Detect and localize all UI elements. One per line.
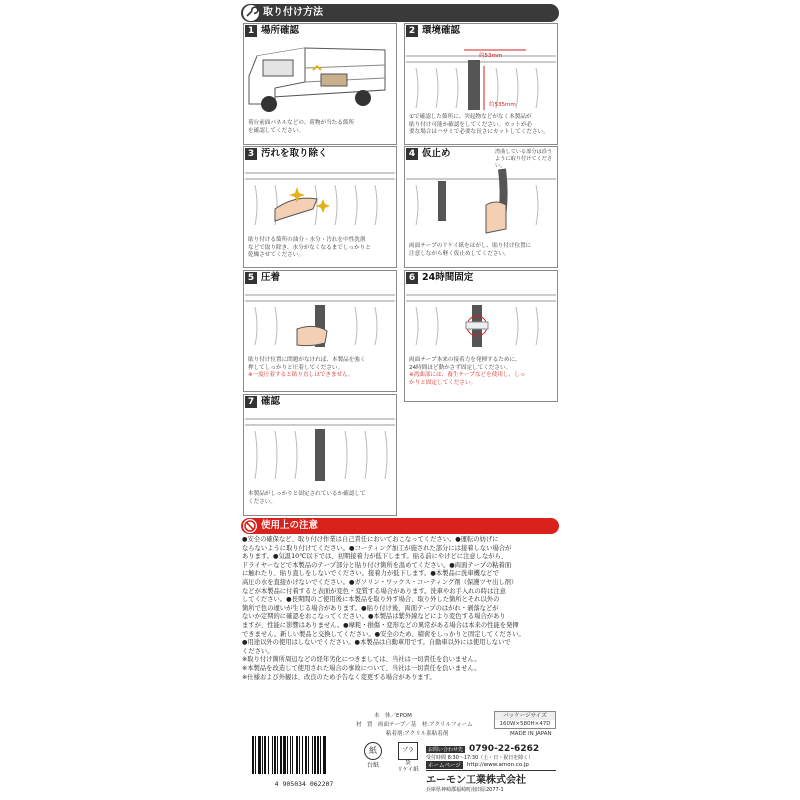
height-dimension: 約535mm xyxy=(489,102,516,108)
barcode xyxy=(248,736,360,788)
step-7 xyxy=(243,394,397,516)
phone-number: 0790-22-6262 xyxy=(469,744,540,754)
step-title: 環境確認 xyxy=(422,25,461,36)
homepage-url[interactable]: http://www.amon.co.jp xyxy=(466,762,529,768)
cleaning-illustration xyxy=(245,161,395,233)
step-number: 7 xyxy=(245,396,257,408)
barcode-bar xyxy=(305,736,307,774)
step-2 xyxy=(404,23,558,145)
barcode-bar xyxy=(252,736,254,774)
barcode-bar xyxy=(312,736,313,774)
truck-illustration xyxy=(245,38,395,118)
step-4 xyxy=(404,146,558,268)
step-number: 5 xyxy=(245,272,257,284)
barcode-bar xyxy=(299,736,300,774)
step-title: 圧着 xyxy=(261,272,281,283)
barcode-bar xyxy=(264,736,266,774)
step-text: 両面テープ本来の接着力を発揮するために、 24時間ほど動かさず固定してください。 ※湾曲部には、養生テープなどを使用し、しっ かりと固定してください。 xyxy=(409,357,526,386)
step-title: 汚れを取り除く xyxy=(261,148,328,159)
press-illustration xyxy=(245,285,395,351)
width-dimension: 約53mm xyxy=(479,53,503,59)
step-1 xyxy=(243,23,397,145)
barcode-bars xyxy=(248,736,360,776)
fix-24h-illustration xyxy=(406,285,556,351)
barcode-bar xyxy=(280,736,282,774)
barcode-bar xyxy=(262,736,263,774)
step-title: 24時間固定 xyxy=(422,272,474,283)
paper-recycle-mark: 紙 台紙 xyxy=(364,742,382,769)
business-hours: 受付時間 8:30〜17:30（土・日・祝日を除く） xyxy=(426,755,534,761)
company-name: エーモン工業株式会社 xyxy=(426,770,556,786)
barcode-bar xyxy=(258,736,261,774)
step-title: 確認 xyxy=(261,396,281,407)
install-method-header xyxy=(241,4,559,22)
barcode-bar xyxy=(268,736,269,774)
barcode-bar xyxy=(255,736,256,774)
package-size: パッケージサイズ 160W×580H×47D xyxy=(494,711,556,729)
barcode-bar xyxy=(320,736,321,774)
barcode-bar xyxy=(272,736,273,774)
step-number: 1 xyxy=(245,25,257,37)
recycle-plastic-icon: プラ xyxy=(398,742,418,760)
panel-measure-illustration xyxy=(406,38,556,116)
barcode-bar xyxy=(292,736,293,774)
barcode-bar xyxy=(274,736,276,774)
barcode-bar xyxy=(296,736,298,774)
caution-text: ●安全の確保など、取り付け作業は自己責任においておこなってください。●運転の妨げに ならないように取り付けてください。●コーティング加工が施された部分には接着しない場合が あります。●気温10℃以下では、初期接着力が低下します。貼る前にやけどに注意しながら、 ドライヤーなどで本製品のテープ部分と貼り付け箇所を温めてください。●両面テープの粘着面 に触れたり、貼り直しをしないでください。接着力が低下します。●本製品に洗車機などで 高圧の水を直接かけないでください。●ガソリン・ワックス・コーティング剤（保護ツヤ出し剤） などが本製品に付着すると表面が変色・変質する場合があります。洗車やお手入れの時は注意 してください。●長期間のご使用後に本製品を取り外す場合、取り外した箇所とそれ以外の 箇所で色の違いが生じる場合があります。●貼り付け後、両面テープのはがれ・剥落などが ないか定期的に確認をおこなってください。●本製品は紫外線などにより変色する場合があり ますが、性能に影響はありません。●摩耗・損傷・変形などの異常がある場合は本来の性能を発揮 できません。新しい製品と交換してください。●安全のため、積荷をしっかりと固定してください。 ●用途以外の使用はしないでください。●本製品は自動車用です。自動車以外には使用しないで ください。 ※取り付け箇所周辺などの経年劣化につきましては、当社は一切責任を負いません。 ※本製品を改造して使用された場合の事故について、当社は一切責任を負いません。 ※仕様および外観は、改良のため予告なく変更する場合があります。 xyxy=(242,536,525,681)
barcode-bar xyxy=(317,736,319,774)
spec-table: 本 体／EPOM 材 質 両面テープ／基 材:アクリルフォーム 粘着剤:アクリル系粘着剤 xyxy=(356,713,473,737)
barcode-bar xyxy=(314,736,316,774)
step-title: 場所確認 xyxy=(261,25,300,36)
step-5 xyxy=(243,270,397,392)
step-6 xyxy=(404,270,558,402)
header-title: 取り付け方法 xyxy=(263,7,323,18)
step-number: 4 xyxy=(406,148,418,160)
step-number: 3 xyxy=(245,148,257,160)
step-text: 荷台前面パネルなどの、荷物が当たる箇所 を確認してください。 xyxy=(248,120,355,134)
barcode-bar xyxy=(323,736,326,774)
homepage-label: ホームページ xyxy=(428,763,461,769)
temporary-fix-illustration xyxy=(406,165,556,237)
prohibit-icon xyxy=(243,519,257,533)
step-note: 湾曲している部分は沿う ように取り付けてください。 xyxy=(495,149,553,169)
barcode-bar xyxy=(283,736,286,774)
company-address: 兵庫県神崎郡福崎町南田原2077-1 xyxy=(426,787,504,793)
barcode-bar xyxy=(277,736,278,774)
confirm-illustration xyxy=(245,409,395,485)
caution-header xyxy=(241,518,559,534)
step-number: 6 xyxy=(406,272,418,284)
step-3 xyxy=(243,146,397,268)
step-text: 貼り付け位置に問題がなければ、本製品を強く 押してしっかりと圧着してください。 ※一度圧着すると貼り直しはできません。 xyxy=(248,357,366,379)
step-text: 本製品がしっかりと固定されているか確認して ください。 xyxy=(248,491,366,505)
contact-label: お問い合わせ先 xyxy=(428,746,464,753)
step-title: 仮止め xyxy=(422,148,451,159)
caution-title: 使用上の注意 xyxy=(261,520,319,531)
plastic-recycle-mark: プラ 袋 リケイ紙 xyxy=(394,742,422,774)
recycle-paper-icon: 紙 xyxy=(364,742,382,760)
barcode-bar xyxy=(287,736,288,774)
step-number: 2 xyxy=(406,25,418,37)
barcode-bar xyxy=(302,736,303,774)
wrench-icon xyxy=(243,5,259,21)
barcode-bar xyxy=(290,736,291,774)
barcode-number: 4 905034 062207 xyxy=(274,780,334,788)
made-in: MADE IN JAPAN xyxy=(510,731,552,737)
barcode-bar xyxy=(308,736,309,774)
maker-info xyxy=(426,744,556,793)
step-text: ①で確認した箇所に、突起物などがなく本製品が 貼り付け可能か確認をしてください。カットが必 要な場合はハサミで必要な長さにカットしてください。 xyxy=(409,114,549,136)
step-text: 両面テープのリケイ紙をはがし、貼り付け位置に 注意しながら軽く仮止めしてください。 xyxy=(409,243,532,257)
step-text: 貼り付ける箇所の油分・水分・汚れを中性洗剤 などで取り除き、水分がなくなるまでしっかりと 乾燥させてください。 xyxy=(248,237,371,259)
